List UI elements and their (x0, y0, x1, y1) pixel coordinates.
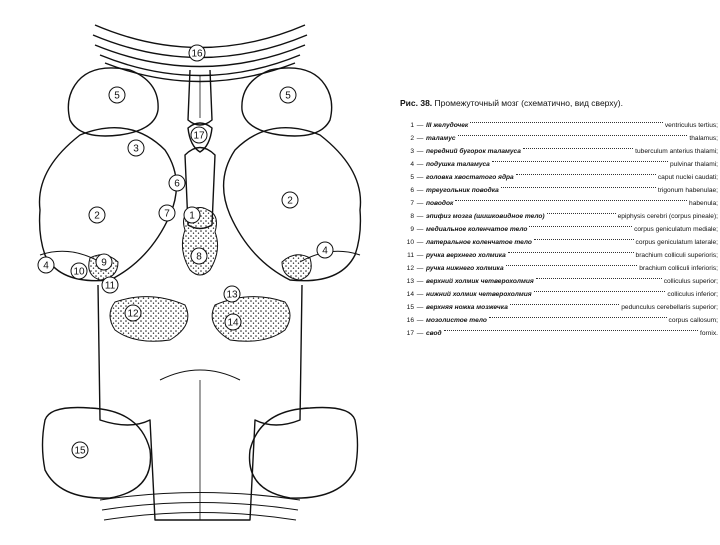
marker-11 (102, 277, 118, 293)
legend-item-dash: — (416, 161, 424, 168)
legend-item-dash: — (416, 187, 424, 194)
legend-item-leader (492, 161, 668, 162)
svg-text:11: 11 (104, 280, 116, 292)
legend-item-number: 3 (410, 148, 414, 155)
marker-1 (184, 207, 200, 223)
marker-4r (317, 242, 333, 258)
legend-item (400, 226, 718, 234)
legend-item-dash: — (416, 213, 424, 220)
legend-item-russian: поводок (426, 200, 454, 207)
legend-item-latin: brachium colliculi inferioris; (639, 265, 718, 272)
legend-list (400, 122, 718, 338)
marker-17 (191, 127, 207, 143)
svg-text:13: 13 (226, 289, 238, 301)
svg-text:12: 12 (127, 308, 139, 320)
marker-5r (280, 87, 296, 103)
legend-item-latin: trigonum habenulae; (657, 187, 718, 194)
legend-item-leader (529, 226, 632, 227)
legend-item-leader (444, 330, 698, 331)
legend-item-dash: — (416, 122, 424, 129)
legend-item (400, 239, 718, 247)
legend-item-number: 14 (406, 291, 414, 298)
legend-item (400, 148, 718, 156)
legend-item-leader (501, 187, 656, 188)
legend-item (400, 330, 718, 338)
legend-item-russian: таламус (426, 135, 456, 142)
legend-item (400, 291, 718, 299)
caption-text: Промежуточный мозг (схематично, вид сверху). (434, 98, 623, 108)
marker-2l (89, 207, 105, 223)
legend-item-dash: — (416, 200, 424, 207)
svg-text:5: 5 (114, 90, 120, 102)
legend-item-russian: III желудочек (426, 122, 469, 129)
legend-item-russian: головка хвостатого ядра (426, 174, 514, 181)
legend-item (400, 135, 718, 143)
legend-item-leader (516, 174, 656, 175)
medial-geniculate-right (282, 255, 311, 280)
svg-text:8: 8 (196, 251, 202, 263)
svg-text:6: 6 (174, 178, 180, 190)
marker-15 (72, 442, 88, 458)
legend-item-latin: colliculus superior; (663, 278, 718, 285)
legend-item-number: 15 (406, 304, 414, 311)
svg-text:2: 2 (287, 195, 293, 207)
svg-text:15: 15 (74, 445, 86, 457)
legend-item-number: 9 (410, 226, 414, 233)
legend-item-number: 4 (410, 161, 414, 168)
legend-item (400, 200, 718, 208)
marker-7 (159, 205, 175, 221)
svg-text:16: 16 (191, 48, 203, 60)
marker-2r (282, 192, 298, 208)
legend-item-number: 8 (410, 213, 414, 220)
legend-item-leader (523, 148, 633, 149)
legend-item-latin: corpus geniculatum mediale; (634, 226, 718, 233)
legend-item-leader (489, 317, 667, 318)
marker-4l (38, 257, 54, 273)
legend-item-dash: — (416, 239, 424, 246)
legend-item-latin: pedunculus cerebellaris superior; (621, 304, 718, 311)
cerebellar-peduncle-right (250, 408, 358, 499)
legend-item-latin: ventriculus tertius; (664, 122, 718, 129)
svg-text:5: 5 (285, 90, 291, 102)
svg-text:14: 14 (227, 317, 239, 329)
legend-item-number: 13 (406, 278, 414, 285)
svg-text:9: 9 (101, 257, 107, 269)
legend-item-latin: pulvinar thalami; (669, 161, 718, 168)
legend-item (400, 317, 718, 325)
svg-text:17: 17 (193, 130, 205, 142)
legend-item-dash: — (416, 174, 424, 181)
legend-item-leader (506, 265, 638, 266)
legend-item-latin: fornix. (700, 330, 718, 337)
legend-item-leader (470, 122, 663, 123)
legend-item-number: 7 (410, 200, 414, 207)
legend-item (400, 213, 718, 221)
legend-item-latin: epiphysis cerebri (corpus pineale); (617, 213, 718, 220)
legend-item-latin: brachium colliculi superioris; (635, 252, 718, 259)
legend-item-leader (547, 213, 616, 214)
marker-9 (96, 254, 112, 270)
legend-item-number: 1 (410, 122, 414, 129)
svg-text:3: 3 (133, 143, 139, 155)
legend-item-leader (510, 304, 619, 305)
legend-item-russian: мозолистое тело (426, 317, 487, 324)
marker-5l (109, 87, 125, 103)
legend-item-russian: передний бугорок таламуса (426, 148, 521, 155)
legend-item-number: 6 (410, 187, 414, 194)
legend-item-number: 5 (410, 174, 414, 181)
legend-item-dash: — (416, 291, 424, 298)
legend-item (400, 174, 718, 182)
legend-item-latin: thalamus; (689, 135, 718, 142)
legend-item-russian: медиальное коленчатое тело (426, 226, 528, 233)
svg-text:2: 2 (94, 210, 100, 222)
legend-item-latin: colliculus inferior; (667, 291, 718, 298)
legend-item-dash: — (416, 317, 424, 324)
legend-item-dash: — (416, 265, 424, 272)
figure-caption (400, 98, 718, 108)
legend-item (400, 161, 718, 169)
legend-item-dash: — (416, 148, 424, 155)
legend-item-number: 17 (406, 330, 414, 337)
legend-item-dash: — (416, 278, 424, 285)
legend-item-number: 2 (410, 135, 414, 142)
legend-item-leader (455, 200, 687, 201)
marker-6 (169, 175, 185, 191)
marker-12 (125, 305, 141, 321)
legend-item-russian: латеральное коленчатое тело (426, 239, 532, 246)
svg-text:4: 4 (322, 245, 328, 257)
legend-item (400, 122, 718, 130)
legend-item-dash: — (416, 330, 424, 337)
legend-item-latin: tuberculum anterius thalami; (635, 148, 718, 155)
figure-legend (400, 98, 718, 343)
legend-item-russian: треугольник поводка (426, 187, 499, 194)
marker-10 (71, 263, 87, 279)
marker-3 (128, 140, 144, 156)
legend-item (400, 187, 718, 195)
legend-item-russian: ручка нижнего холмика (426, 265, 504, 272)
legend-item-number: 16 (406, 317, 414, 324)
svg-text:7: 7 (164, 208, 170, 220)
colliculus-left-shape (110, 297, 188, 342)
legend-item-number: 11 (407, 252, 414, 259)
legend-item-leader (536, 278, 662, 279)
legend-item (400, 304, 718, 312)
legend-item-russian: свод (426, 330, 442, 337)
svg-text:4: 4 (43, 260, 49, 272)
legend-item-russian: подушка таламуса (426, 161, 490, 168)
svg-text:1: 1 (189, 210, 195, 222)
legend-item (400, 265, 718, 273)
legend-item-russian: верхняя ножка мозжечка (426, 304, 508, 311)
caption-number: Рис. 38. (400, 98, 433, 108)
legend-item-number: 10 (406, 239, 414, 246)
legend-item-russian: эпифиз мозга (шишковидное тело) (426, 213, 545, 220)
legend-item-number: 12 (406, 265, 414, 272)
legend-item-russian: нижний холмик четверохолмия (426, 291, 532, 298)
legend-item (400, 278, 718, 286)
marker-16 (189, 45, 205, 61)
svg-text:10: 10 (73, 266, 85, 278)
legend-item-dash: — (416, 304, 424, 311)
legend-item-latin: corpus geniculatum laterale; (635, 239, 718, 246)
legend-item-dash: — (416, 135, 424, 142)
legend-item-dash: — (416, 226, 424, 233)
cerebellar-peduncle-left (43, 408, 151, 499)
marker-13 (224, 286, 240, 302)
marker-8 (191, 248, 207, 264)
legend-item-leader (508, 252, 634, 253)
legend-item-leader (458, 135, 688, 136)
colliculus-right-shape (212, 297, 290, 342)
marker-14 (225, 314, 241, 330)
legend-item-latin: corpus callosum; (668, 317, 718, 324)
legend-item-leader (534, 291, 666, 292)
legend-item-latin: habenula; (689, 200, 718, 207)
legend-item-leader (534, 239, 634, 240)
legend-item-russian: ручка верхнего холмика (426, 252, 506, 259)
legend-item (400, 252, 718, 260)
legend-item-russian: верхний холмик четверохолмия (426, 278, 534, 285)
legend-item-latin: caput nuclei caudati; (657, 174, 718, 181)
legend-item-dash: — (416, 252, 424, 259)
